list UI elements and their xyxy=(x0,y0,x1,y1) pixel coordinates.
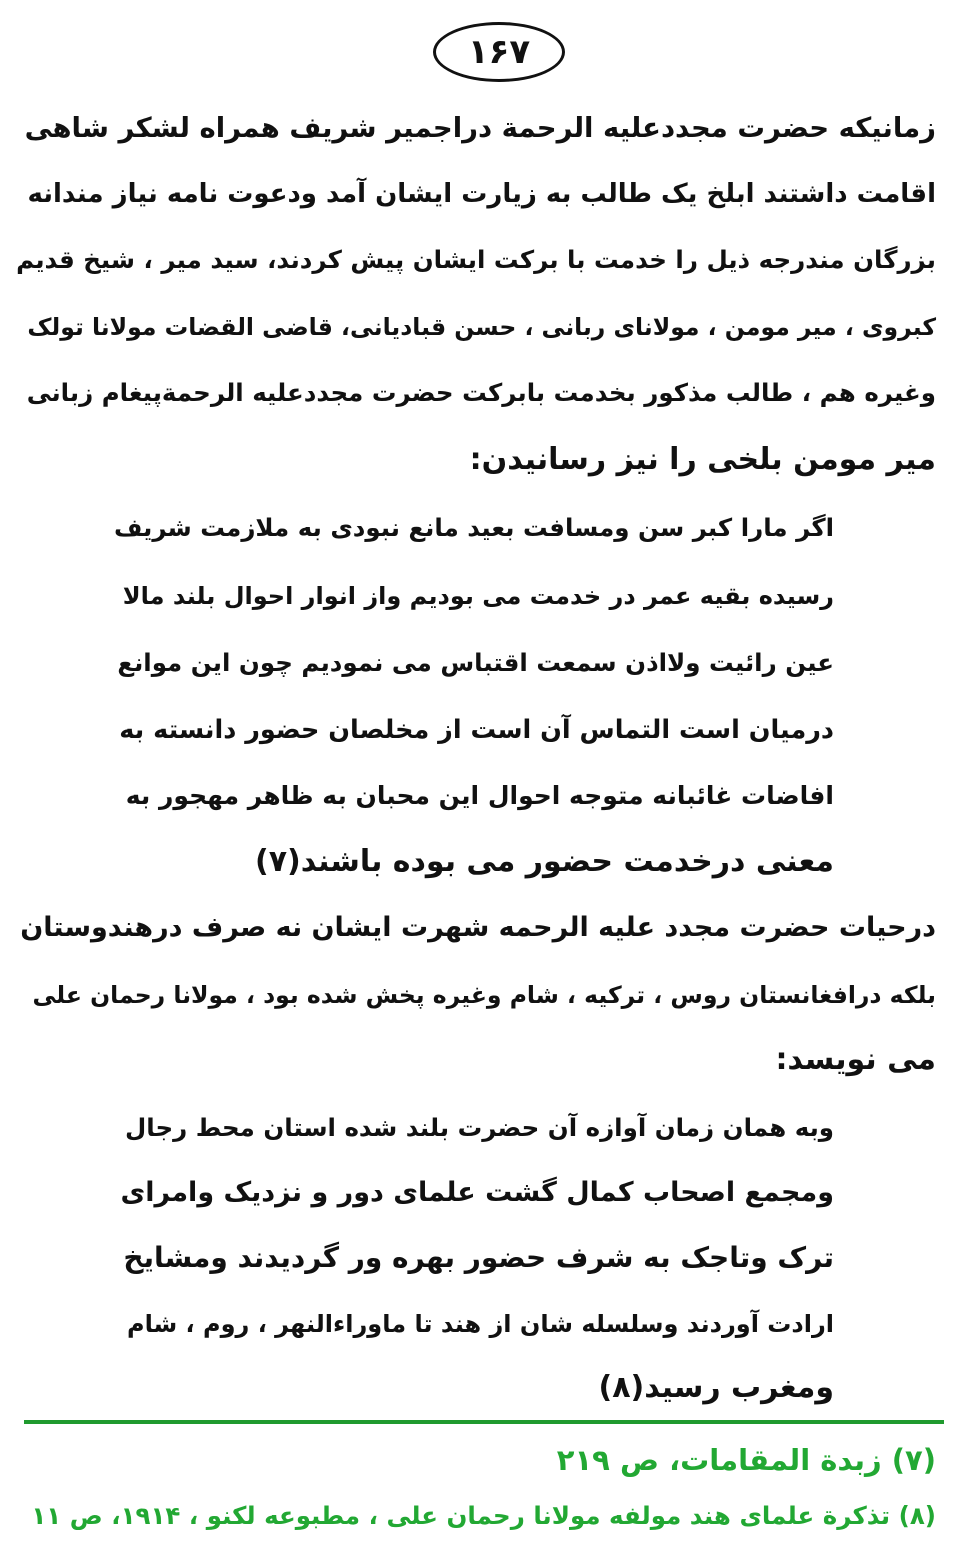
quote-1-line-2: رسیده بقیه عمر در خدمت می بودیم واز انوار احوال بلند مالا xyxy=(122,582,834,610)
paragraph-2-line-1: درحیات حضرت مجدد علیه الرحمه شهرت ایشان نه صرف درهندوستان xyxy=(20,912,936,943)
footnote-divider xyxy=(24,1420,944,1424)
quote-1-line-4: درمیان است التماس آن است از مخلصان حضور دانسته به xyxy=(119,715,834,745)
quote-2-line-4: ارادت آوردند وسلسله شان از هند تا ماوراءالنهر ، روم ، شام xyxy=(127,1310,834,1338)
paragraph-1-line-1: زمانیکه حضرت مجددعلیه الرحمة دراجمیر شریف همراه لشکر شاهی xyxy=(24,112,936,144)
quote-2-line-3: ترک وتاجک به شرف حضور بهره ور گردیدند ومشایخ xyxy=(123,1241,834,1274)
page-number: ۱۶۷ xyxy=(433,22,565,82)
paragraph-1-line-3: بزرگان مندرجه ذیل را خدمت با برکت ایشان پیش کردند، سید میر ، شیخ قدیم xyxy=(16,245,936,274)
quote-1-line-5: افاضات غائبانه متوجه احوال این محبان به ظاهر مهجور به xyxy=(125,781,834,810)
quote-2-line-1: وبه همان زمان آوازه آن حضرت بلند شده استان محط رجال xyxy=(125,1113,834,1142)
quote-2-line-2: ومجمع اصحاب کمال گشت علمای دور و نزدیک وامرای xyxy=(120,1177,834,1208)
paragraph-1-line-6: میر مومن بلخی را نیز رسانیدن: xyxy=(469,442,936,477)
paragraph-2-line-3: می نویسد: xyxy=(775,1042,936,1077)
paragraph-1-line-2: اقامت داشتند ابلخ یک طالب به زیارت ایشان آمد ودعوت نامه نیاز مندانه xyxy=(27,179,936,209)
quote-1-line-6: معنی درخدمت حضور می بوده باشند(۷) xyxy=(255,844,834,879)
paragraph-1-line-5: وغیره هم ، طالب مذکور بخدمت بابرکت حضرت مجددعلیه الرحمةپیغام زبانی xyxy=(26,378,936,407)
footnote-7: (۷) زبدة المقامات، ص ۲۱۹ xyxy=(556,1443,936,1477)
quote-2-line-5: ومغرب رسید(۸) xyxy=(598,1370,834,1405)
paragraph-2-line-2: بلکه درافغانستان روس ، ترکیه ، شام وغیره پخش شده بود ، مولانا رحمان علی xyxy=(32,981,936,1009)
paragraph-1-line-4: کبروی ، میر مومن ، مولانای ربانی ، حسن قبادیانی، قاضی القضات مولانا تولک xyxy=(27,313,936,341)
footnote-8: (۸) تذکرة علمای هند مولفه مولانا رحمان علی ، مطبوعه لکنو ، ۱۹۱۴، ص ۱۱ xyxy=(31,1501,936,1530)
quote-1-line-3: عین رائیت ولااذن سمعت اقتباس می نمودیم چون این موانع xyxy=(117,648,834,677)
quote-1-line-1: اگر مارا کبر سن ومسافت بعید مانع نبودی به ملازمت شریف xyxy=(113,513,834,542)
